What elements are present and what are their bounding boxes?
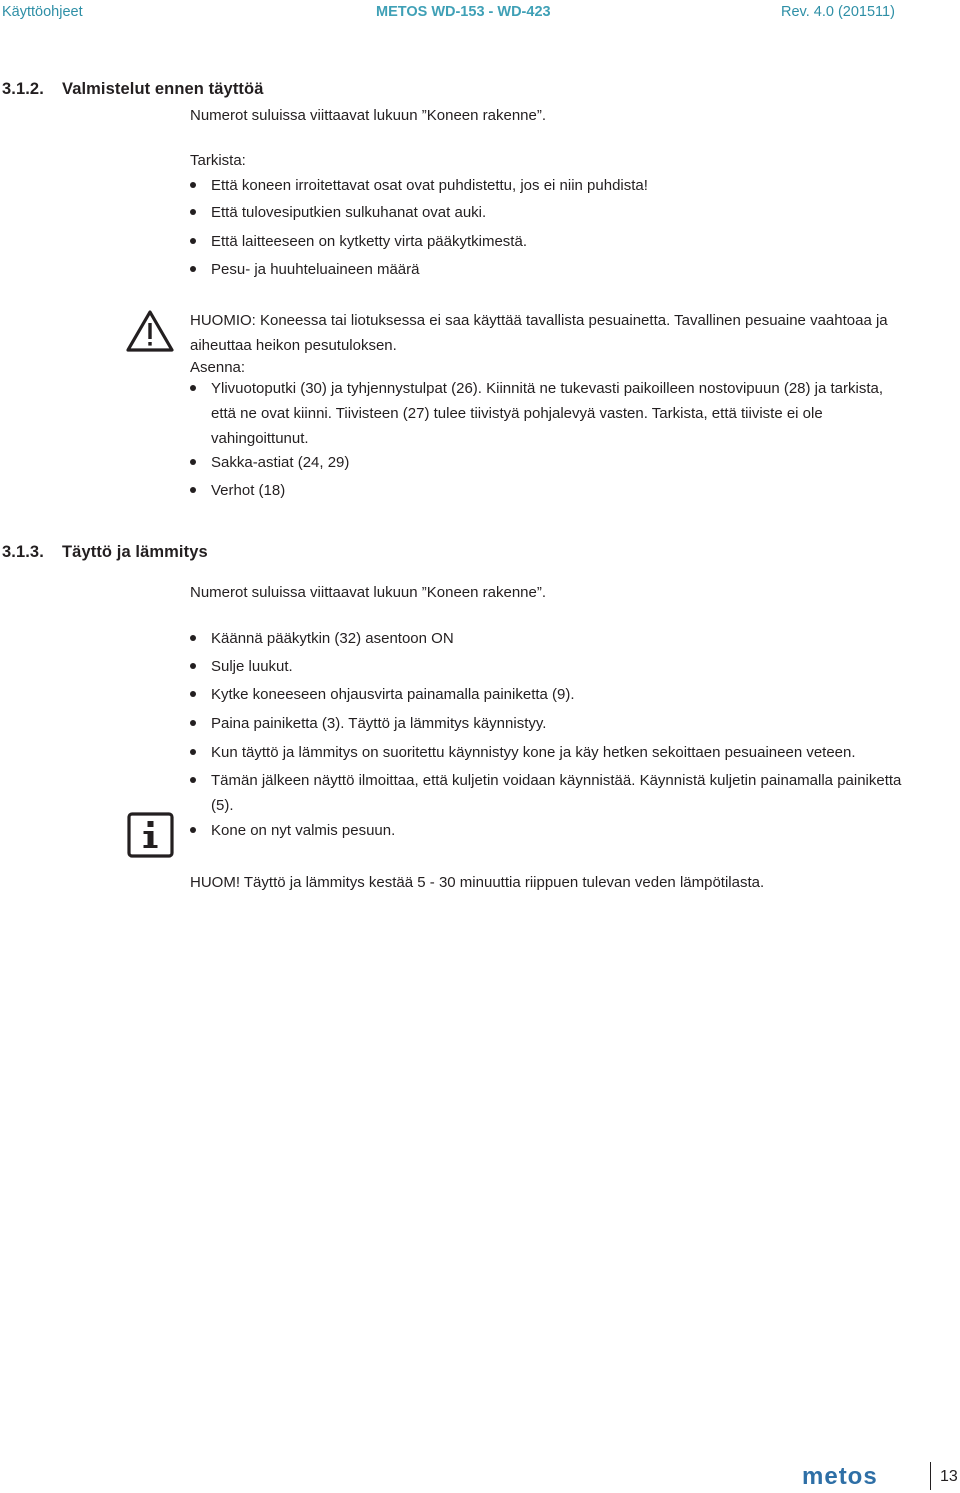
bullet-icon xyxy=(190,182,196,188)
bullet-icon xyxy=(190,749,196,755)
bullet-icon xyxy=(190,827,196,833)
section-number: 3.1.3. xyxy=(2,543,44,561)
list-item: Sulje luukut. xyxy=(190,654,902,679)
info-icon xyxy=(127,812,174,858)
section-number: 3.1.2. xyxy=(2,80,44,98)
header-doc-type: Käyttöohjeet xyxy=(2,4,83,20)
list-item: Että laitteeseen on kytketty virta pääkytkimestä. xyxy=(190,229,902,254)
duration-note: HUOM! Täyttö ja lämmitys kestää 5 - 30 minuuttia riippuen tulevan veden lämpötilasta. xyxy=(190,874,765,891)
list-item: Kun täyttö ja lämmitys on suoritettu käynnistyy kone ja käy hetken sekoittaen pesuaineen veteen. xyxy=(190,740,902,765)
list-item: Sakka-astiat (24, 29) xyxy=(190,450,902,475)
list-item: Kytke koneeseen ohjausvirta painamalla painiketta (9). xyxy=(190,682,902,707)
section-title: Täyttö ja lämmitys xyxy=(62,543,208,561)
metos-logo xyxy=(802,1466,920,1488)
bullet-icon xyxy=(190,238,196,244)
bullet-icon xyxy=(190,777,196,783)
reference-note: Numerot suluissa viittaavat lukuun ”Koneen rakenne”. xyxy=(190,107,547,124)
list-item: Paina painiketta (3). Täyttö ja lämmitys käynnistyy. xyxy=(190,711,902,736)
bullet-icon xyxy=(190,720,196,726)
bullet-icon xyxy=(190,663,196,669)
warning-text: HUOMIO: Koneessa tai liotuksessa ei saa käyttää tavallista pesuainetta. Tavallinen pesuaine vaahtoaa ja aiheuttaa heikon pesutuloksen. xyxy=(190,312,888,354)
section-title: Valmistelut ennen täyttöä xyxy=(62,80,264,98)
list-item: Että koneen irroitettavat osat ovat puhdistettu, jos ei niin puhdista! xyxy=(190,173,902,198)
page-number: 13 xyxy=(940,1468,958,1485)
warning-triangle-icon xyxy=(126,309,174,353)
bullet-icon xyxy=(190,635,196,641)
bullet-icon xyxy=(190,385,196,391)
bullet-icon xyxy=(190,487,196,493)
bullet-icon xyxy=(190,459,196,465)
svg-text:metos: metos xyxy=(802,1466,878,1488)
reference-note: Numerot suluissa viittaavat lukuun ”Koneen rakenne”. xyxy=(190,584,547,601)
list-item: Että tulovesiputkien sulkuhanat ovat auki. xyxy=(190,200,902,225)
list-item: Ylivuotoputki (30) ja tyhjennystulpat (26). Kiinnitä ne tukevasti paikoilleen nostovipuun (28) ja tarkista, että ne ovat kiinni. Tiivisteen (27) tulee tiivistyä pohjalevyä vasten. Tarkista, että tiiviste ei ole vahingoittunut. xyxy=(190,376,902,451)
list-item: Verhot (18) xyxy=(190,478,902,503)
section-heading-3-1-3 xyxy=(2,543,208,562)
bullet-icon xyxy=(190,209,196,215)
list-item: Käännä pääkytkin (32) asentoon ON xyxy=(190,626,902,651)
list-item: Kone on nyt valmis pesuun. xyxy=(190,818,902,843)
list-item: Pesu- ja huuhteluaineen määrä xyxy=(190,257,902,282)
footer-divider xyxy=(930,1462,931,1490)
list-item: Tämän jälkeen näyttö ilmoittaa, että kuljetin voidaan käynnistää. Käynnistä kuljetin painamalla painiketta (5). xyxy=(190,768,902,818)
bullet-icon xyxy=(190,691,196,697)
header-revision: Rev. 4.0 (201511) xyxy=(781,4,895,20)
check-label: Tarkista: xyxy=(190,152,246,169)
install-label: Asenna: xyxy=(190,359,246,376)
section-heading-3-1-2 xyxy=(2,80,263,99)
bullet-icon xyxy=(190,266,196,272)
header-product: METOS WD-153 - WD-423 xyxy=(376,4,551,20)
